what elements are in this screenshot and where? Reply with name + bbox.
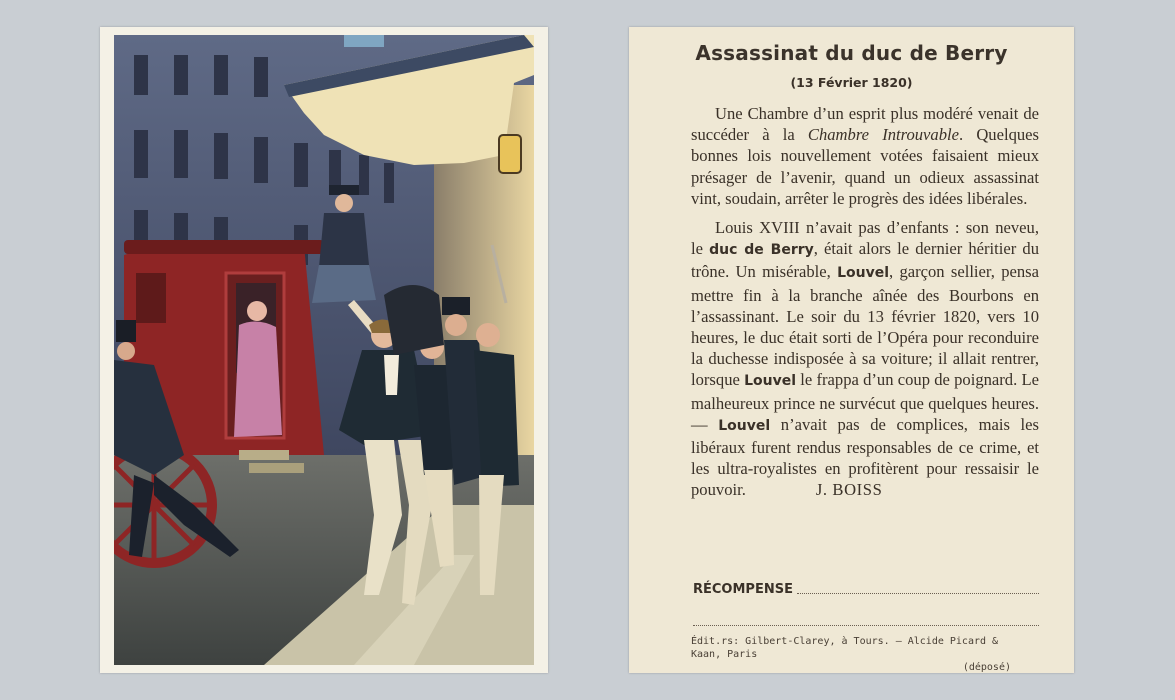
- publisher-footer: [691, 635, 1021, 674]
- wall-lantern: [499, 135, 521, 173]
- louvel-bold: Louvel: [718, 417, 771, 434]
- publisher-text: Édit.rs: Gilbert-Clarey, à Tours. — Alcide Picard & Kaan, Paris: [691, 636, 999, 660]
- footer-divider: [693, 625, 1039, 626]
- duc-de-berry-bold: duc de Berry: [709, 242, 814, 259]
- paragraph-2: Louis XVIII n’avait pas d’enfants : son neveu, le duc de Berry, était alors le dernier héritier du trône. Un misérable, Louvel, garçon sellier, pensa mettre fin à la branche aînée des Bourbons en l’assassinant. Le soir du 13 février 1820, vers 10 heures, le duc était sorti de l’Opéra pour reconduire la duchesse indisposée à sa voiture; il allait rentrer, lorsque Louvel le frappa d’un coup de poignard. Le malheureux prince ne survécut que quelques heures. — Louvel n’avait pas de complices, mais les libéraux furent rendus responsables de ce crime, et les ultra-royalistes en profitèrent pour ressaisir le pouvoir. J. BOISS: [691, 218, 1040, 500]
- reward-label: RÉCOMPENSE: [693, 582, 793, 597]
- horse: [384, 285, 444, 355]
- reward-line: [693, 582, 1039, 597]
- louvel-bold: Louvel: [744, 373, 797, 390]
- card-body: [691, 103, 1039, 501]
- card-date: (13 Février 1820): [790, 75, 913, 90]
- reward-dotted-line: [797, 593, 1039, 594]
- louvel-bold: Louvel: [837, 265, 889, 282]
- author-signature: J. BOISS: [815, 480, 883, 500]
- chambre-introuvable-italic: Chambre Introuvable: [807, 125, 959, 145]
- depose-text: (déposé): [962, 662, 1011, 673]
- illustration-card: [100, 27, 548, 673]
- assassination-illustration: [114, 35, 534, 665]
- text-card: [629, 27, 1074, 673]
- card-title: Assassinat du duc de Berry: [695, 41, 1008, 65]
- paragraph-1: Une Chambre d’un esprit plus modéré venait de succéder à la Chambre Introuvable. Quelques bonnes lois nouvellement votées faisaient mieux présager de l’avenir, quand un odieux assassinat vint, soudain, arrêter le progrès des idées libérales.: [691, 104, 1039, 208]
